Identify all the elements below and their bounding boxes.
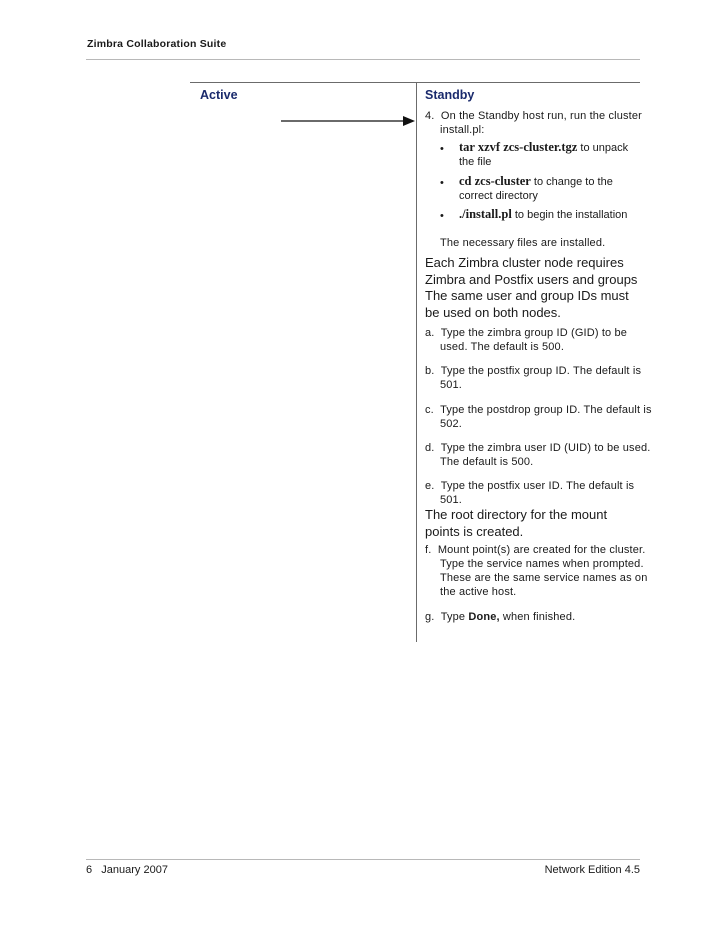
step-4	[425, 109, 655, 137]
step-b	[425, 364, 655, 392]
bullet-item-1	[459, 140, 640, 169]
command-text: ./install.pl	[459, 207, 512, 221]
bullet-item-2	[459, 174, 640, 203]
bullet-text: to unpack the file	[459, 142, 629, 168]
bullet-icon: •	[440, 210, 444, 222]
footer-edition: Network Edition 4.5	[544, 864, 640, 876]
step-c	[425, 403, 655, 431]
footer-rule	[86, 859, 640, 860]
done-keyword: Done,	[468, 611, 500, 623]
page-number: 6	[86, 864, 93, 876]
step-e	[425, 479, 655, 507]
step-letter: d.	[425, 442, 435, 454]
step-4-number: 4.	[425, 110, 435, 122]
bullet-text: to change to the correct directory	[459, 176, 613, 202]
bullet-text: to begin the installation	[511, 209, 628, 221]
step-a	[425, 326, 655, 354]
step-4-text: On the Standby host run, run the cluster install.pl:	[440, 110, 642, 136]
step-text: Mount point(s) are created for the cluster. Type the service names when prompted. These are the same service names as on the active host.	[437, 544, 648, 598]
step-text: Type the zimbra group ID (GID) to be used. The default is 500.	[440, 327, 628, 353]
active-column-heading: Active	[200, 88, 238, 102]
step-text: Type the zimbra user ID (UID) to be used. The default is 500.	[440, 442, 651, 468]
step-letter: a.	[425, 327, 435, 339]
table-top-rule	[190, 82, 640, 83]
command-text: cd zcs-cluster	[459, 174, 531, 188]
step-letter: g.	[425, 611, 435, 623]
bullet-icon: •	[440, 177, 444, 189]
standby-column-heading: Standby	[425, 88, 475, 102]
step-letter: f.	[425, 544, 432, 556]
bullet-icon: •	[440, 143, 444, 155]
step-letter: e.	[425, 480, 435, 492]
bullet-item-3	[459, 207, 640, 222]
note-users-groups: Each Zimbra cluster node requires Zimbra and Postfix users and groups The same user and group IDs must be used on both nodes.	[425, 255, 638, 320]
step-d	[425, 441, 655, 469]
step-letter: c.	[425, 404, 434, 416]
column-divider	[416, 82, 417, 642]
note-mount-points: The root directory for the mount points is created.	[425, 507, 608, 539]
step-text-post: when finished.	[499, 611, 576, 623]
step-text: Type the postfix group ID. The default is 501.	[440, 365, 642, 391]
arrow-icon	[281, 114, 416, 128]
step-g	[425, 610, 655, 624]
step-text: Type the postdrop group ID. The default is 502.	[440, 404, 652, 430]
step-f	[425, 543, 655, 599]
step-4-result: The necessary files are installed.	[440, 237, 606, 249]
header-rule	[86, 59, 640, 60]
step-text-pre: Type	[440, 611, 469, 623]
running-header: Zimbra Collaboration Suite	[87, 38, 227, 50]
step-letter: b.	[425, 365, 435, 377]
command-text: tar xzvf zcs-cluster.tgz	[459, 140, 578, 154]
step-text: Type the postfix user ID. The default is 501.	[440, 480, 635, 506]
footer-left	[86, 864, 168, 876]
footer-date: January 2007	[101, 864, 168, 876]
